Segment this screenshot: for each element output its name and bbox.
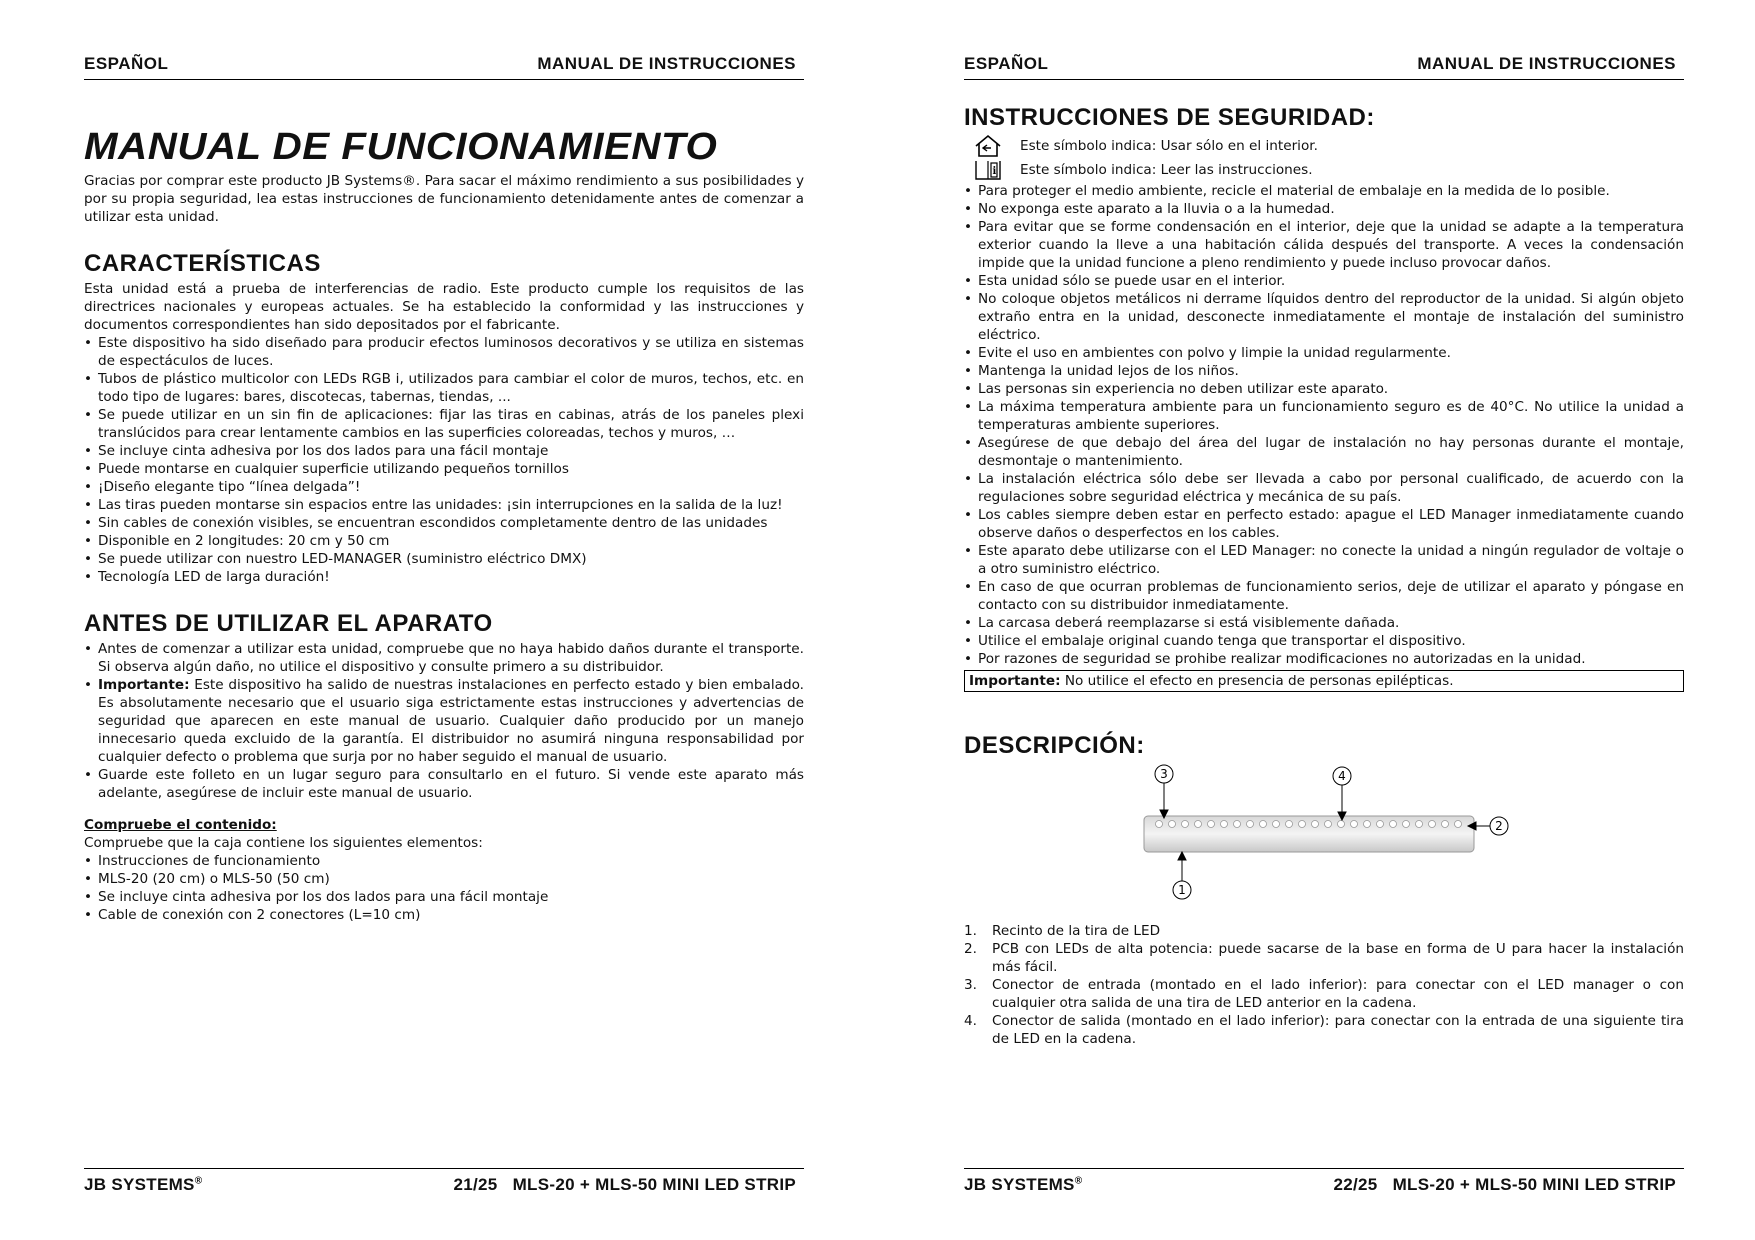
list-item: • Se incluye cinta adhesiva por los dos lados para una fácil montaje: [84, 888, 804, 906]
left-page: [84, 0, 804, 1240]
contents-list: [84, 852, 804, 924]
symbol-indoor-text: Este símbolo indica: Usar sólo en el interior.: [1020, 138, 1318, 154]
list-item: • Este aparato debe utilizarse con el LED Manager: no conecte la unidad a ningún regulador de voltaje o a otro suministro eléctrico.: [964, 542, 1684, 578]
list-item: • ¡Diseño elegante tipo “línea delgada”!: [84, 478, 804, 496]
callout-label-4: 4: [1338, 769, 1346, 783]
symbol-indoor-row: [964, 134, 1684, 158]
callout-label-3: 3: [1160, 767, 1168, 781]
item-number: 4.: [964, 1013, 977, 1029]
list-item: [964, 1012, 1684, 1048]
read-instructions-icon: [974, 158, 1002, 182]
list-item: • Utilice el embalaje original cuando tenga que transportar el dispositivo.: [964, 632, 1684, 650]
left-page-content: [84, 126, 804, 924]
page-header: [84, 54, 804, 80]
page-header: [964, 54, 1684, 80]
list-item: [964, 976, 1684, 1012]
list-item: • No coloque objetos metálicos ni derrame líquidos dentro del reproductor de la unidad. Si algún objeto extraño entra en la unidad, desconecte inmediatamente el montaje de instalación del suministro eléctrico.: [964, 290, 1684, 344]
list-item: • Instrucciones de funcionamiento: [84, 852, 804, 870]
list-item: [964, 922, 1684, 940]
symbol-read-text: Este símbolo indica: Leer las instrucciones.: [1020, 162, 1313, 178]
footer-product: MLS-20 + MLS-50 MINI LED STRIP: [512, 1175, 796, 1194]
before-use-list: [84, 640, 804, 802]
features-list: [84, 334, 804, 586]
symbol-read-row: [964, 158, 1684, 182]
item-number: 2.: [964, 941, 977, 957]
list-item: • Esta unidad sólo se puede usar en el interior.: [964, 272, 1684, 290]
list-item: • Tubos de plástico multicolor con LEDs RGB i, utilizados para cambiar el color de muros, techos, etc. en todo tipo de lugares: bares, discotecas, tabernas, tiendas, ...: [84, 370, 804, 406]
intro-paragraph: Gracias por comprar este producto JB Systems®. Para sacar el máximo rendimiento a sus posibilidades y por su propia seguridad, lea estas instrucciones de funcionamiento detenidamente antes de comenzar a utilizar esta unidad.: [84, 173, 804, 225]
header-manual-title: MANUAL DE INSTRUCCIONES: [1417, 54, 1676, 73]
led-strip-body: [1144, 816, 1474, 852]
safety-heading: INSTRUCCIONES DE SEGURIDAD:: [964, 104, 1375, 131]
list-item: • Tecnología LED de larga duración!: [84, 568, 804, 586]
footer-brand: [964, 1175, 1082, 1195]
contents-heading: Compruebe el contenido:: [84, 817, 277, 833]
list-item: • Se incluye cinta adhesiva por los dos lados para una fácil montaje: [84, 442, 804, 460]
callout-label-1: 1: [1178, 883, 1186, 897]
list-item: • Evite el uso en ambientes con polvo y limpie la unidad regularmente.: [964, 344, 1684, 362]
list-item: • Mantenga la unidad lejos de los niños.: [964, 362, 1684, 380]
footer-reg-mark: ®: [1074, 1175, 1083, 1187]
item-number: 3.: [964, 977, 977, 993]
description-heading: DESCRIPCIÓN:: [964, 732, 1145, 759]
page-title: MANUAL DE FUNCIONAMIENTO: [84, 126, 718, 168]
led-strip-diagram: [1114, 764, 1534, 914]
led-strip-figure: [1114, 764, 1534, 914]
footer-reg-mark: ®: [194, 1175, 203, 1187]
list-item: • Para proteger el medio ambiente, recicle el material de embalaje en la medida de lo posible.: [964, 182, 1684, 200]
list-item: [964, 940, 1684, 976]
footer-page-info: [1333, 1175, 1676, 1195]
list-item: • No exponga este aparato a la lluvia o a la humedad.: [964, 200, 1684, 218]
list-item: • La máxima temperatura ambiente para un funcionamiento seguro es de 40°C. No utilice la unidad a temperaturas ambiente superiores.: [964, 398, 1684, 434]
footer-page-number: 22/25: [1333, 1175, 1378, 1194]
footer-brand-text: JB SYSTEMS: [964, 1175, 1075, 1194]
list-item: • Antes de comenzar a utilizar esta unidad, compruebe que no haya habido daños durante el transporte. Si observa algún daño, no utilice el dispositivo y consulte primero a su distribuidor.: [84, 640, 804, 676]
list-item: • Por razones de seguridad se prohibe realizar modificaciones no autorizadas en la unidad.: [964, 650, 1684, 668]
header-manual-title: MANUAL DE INSTRUCCIONES: [537, 54, 796, 73]
indoor-use-icon: [974, 134, 1002, 158]
list-item: [84, 676, 804, 766]
list-item: • Cable de conexión con 2 conectores (L=10 cm): [84, 906, 804, 924]
item-text: Conector de entrada (montado en el lado inferior): para conectar con el LED manager o con cualquier otra salida de una tira de LED anterior en la cadena.: [992, 977, 1684, 1011]
notice-text: No utilice el efecto en presencia de personas epilépticas.: [1064, 673, 1454, 689]
item-text: Conector de salida (montado en el lado inferior): para conectar con la entrada de una siguiente tira de LED en la cadena.: [992, 1013, 1684, 1047]
features-heading: CARACTERÍSTICAS: [84, 250, 321, 277]
footer-brand: [84, 1175, 202, 1195]
list-item: • En caso de que ocurran problemas de funcionamiento serios, deje de utilizar el aparato y póngase en contacto con su distribuidor inmediatamente.: [964, 578, 1684, 614]
epilepsy-notice: [964, 670, 1684, 692]
right-page: [964, 0, 1684, 1240]
list-item: • Los cables siempre deben estar en perfecto estado: apague el LED Manager inmediatamente cuando observe daños o desperfectos en los cables.: [964, 506, 1684, 542]
page-footer: [964, 1168, 1684, 1194]
list-item: • Se puede utilizar en un sin fin de aplicaciones: fijar las tiras en cabinas, atrás de los paneles plexi translúcidos para crear lentamente cambios en las superficies coloreadas, techos y muros, …: [84, 406, 804, 442]
list-item: • MLS-20 (20 cm) o MLS-50 (50 cm): [84, 870, 804, 888]
list-item: • Sin cables de conexión visibles, se encuentran escondidos completamente dentro de las unidades: [84, 514, 804, 532]
footer-page-info: [453, 1175, 796, 1195]
item-number: 1.: [964, 923, 977, 939]
safety-list: [964, 182, 1684, 668]
svg-text:i: i: [992, 166, 997, 177]
notice-label: Importante:: [969, 673, 1061, 689]
footer-product: MLS-20 + MLS-50 MINI LED STRIP: [1392, 1175, 1676, 1194]
header-language: ESPAÑOL: [84, 54, 169, 73]
list-item: • Puede montarse en cualquier superficie utilizando pequeños tornillos: [84, 460, 804, 478]
list-item: • Este dispositivo ha sido diseñado para producir efectos luminosos decorativos y se utiliza en sistemas de espectáculos de luces.: [84, 334, 804, 370]
callout-label-2: 2: [1495, 819, 1503, 833]
list-item: • La instalación eléctrica sólo debe ser llevada a cabo por personal cualificado, de acuerdo con la regulaciones sobre seguridad eléctrica y mecánica de su país.: [964, 470, 1684, 506]
right-page-content: [964, 104, 1684, 1048]
item-text: PCB con LEDs de alta potencia: puede sacarse de la base en forma de U para hacer la instalación más fácil.: [992, 941, 1684, 975]
footer-page-number: 21/25: [453, 1175, 498, 1194]
important-label: Importante:: [98, 677, 190, 693]
list-item: • Las personas sin experiencia no deben utilizar este aparato.: [964, 380, 1684, 398]
page-footer: [84, 1168, 804, 1194]
item-text: Recinto de la tira de LED: [992, 923, 1161, 939]
list-item: • Para evitar que se forme condensación en el interior, deje que la unidad se adapte a la temperatura exterior cuando la lleve a una habitación cálida después del transporte. A veces la condensación impide que la unidad funcione a pleno rendimiento y puede incluso provocar daños.: [964, 218, 1684, 272]
list-item: • Se puede utilizar con nuestro LED-MANAGER (suministro eléctrico DMX): [84, 550, 804, 568]
contents-text: Compruebe que la caja contiene los siguientes elementos:: [84, 835, 483, 851]
list-item: • Asegúrese de que debajo del área del lugar de instalación no hay personas durante el montaje, desmontaje o mantenimiento.: [964, 434, 1684, 470]
header-language: ESPAÑOL: [964, 54, 1049, 73]
list-item: • Las tiras pueden montarse sin espacios entre las unidades: ¡sin interrupciones en la salida de la luz!: [84, 496, 804, 514]
footer-brand-text: JB SYSTEMS: [84, 1175, 195, 1194]
before-use-heading: ANTES DE UTILIZAR EL APARATO: [84, 610, 493, 637]
list-item: • Guarde este folleto en un lugar seguro para consultarlo en el futuro. Si vende este aparato más adelante, asegúrese de incluir este manual de usuario.: [84, 766, 804, 802]
description-list: [964, 922, 1684, 1048]
list-item: • Disponible en 2 longitudes: 20 cm y 50 cm: [84, 532, 804, 550]
features-text: Esta unidad está a prueba de interferencias de radio. Este producto cumple los requisitos de las directrices nacionales y europeas actuales. Se ha establecido la conformidad y las instrucciones y documentos correspondientes han sido depositados por el fabricante.: [84, 281, 804, 333]
list-item: • La carcasa deberá reemplazarse si está visiblemente dañada.: [964, 614, 1684, 632]
important-text: Este dispositivo ha salido de nuestras instalaciones en perfecto estado y bien embalado. Es absolutamente necesario que el usuario siga estrictamente estas instrucciones y advertencias de seguridad que aparecen en este manual de usuario. Cualquier daño producido por un manejo innecesario queda excluido de la garantía. El distribuidor no asumirá ninguna responsabilidad por cualquier defecto o problema que surja por no haber seguido el manual de usuario.: [98, 677, 804, 765]
